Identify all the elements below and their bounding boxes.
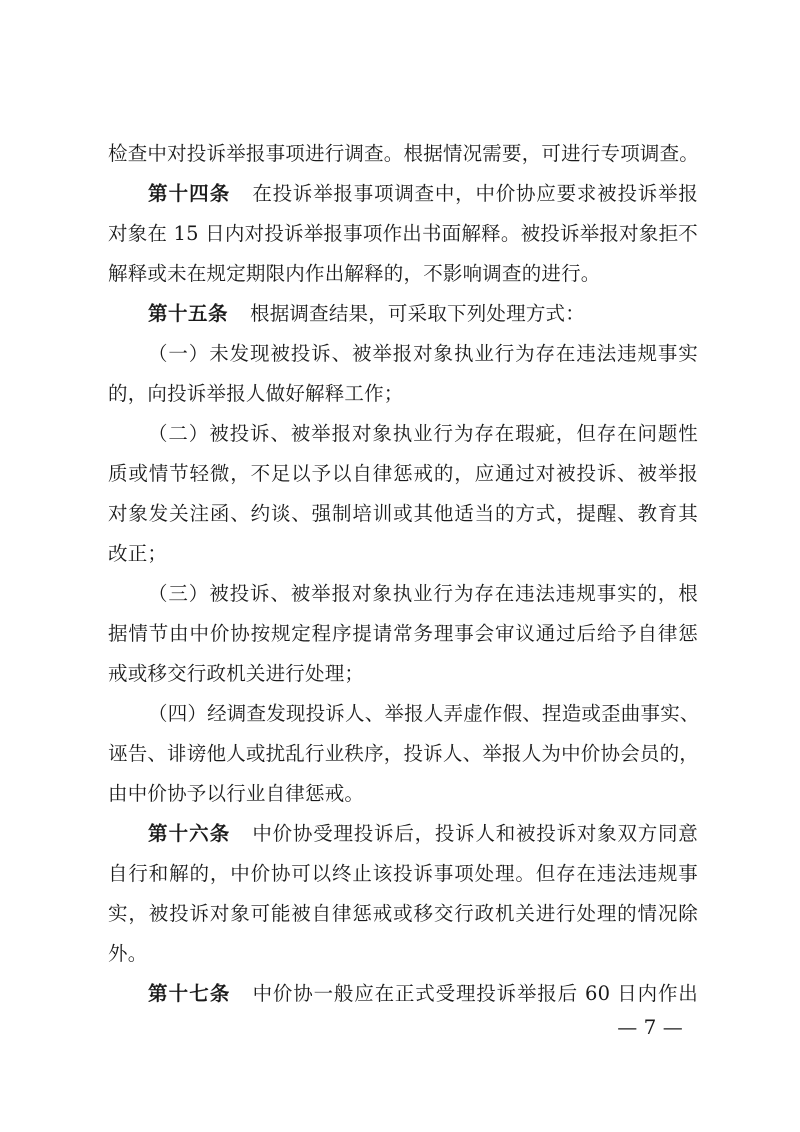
article-line (148, 174, 698, 214)
article-number: 第十五条 (148, 302, 229, 325)
text-line: 改正； (108, 542, 168, 565)
article-text: 在投诉举报事项调查中，中价协应要求被投诉举报 (252, 182, 698, 205)
text-line: 自行和解的，中价协可以终止该投诉事项处理。但存在违法违规事 (108, 862, 698, 885)
article-number: 第十六条 (148, 822, 231, 845)
article-number: 第十七条 (148, 982, 231, 1005)
text-line: 质或情节轻微，不足以予以自律惩戒的，应通过对被投诉、被举报 (108, 462, 698, 485)
article-line (148, 814, 698, 854)
article-line (148, 974, 698, 1014)
text-line: 检查中对投诉举报事项进行调查。根据情况需要，可进行专项调查。 (108, 142, 700, 165)
text-line: 戒或移交行政机关进行处理； (108, 662, 365, 685)
text-line: （二）被投诉、被举报对象执业行为存在瑕疵，但存在问题性 (148, 422, 698, 445)
text-line: （四）经调查发现投诉人、举报人弄虚作假、捏造或歪曲事实、 (148, 702, 700, 725)
article-number: 第十四条 (148, 182, 231, 205)
page-number: — 7 — (617, 1015, 683, 1039)
article-text: 中价协受理投诉后，投诉人和被投诉对象双方同意 (252, 822, 698, 845)
text-line: 由中价协予以行业自律惩戒。 (108, 782, 365, 805)
text-line: 实，被投诉对象可能被自律惩戒或移交行政机关进行处理的情况除 (108, 902, 698, 925)
text-line: （一）未发现被投诉、被举报对象执业行为存在违法违规事实 (148, 342, 698, 365)
text-line: 诬告、诽谤他人或扰乱行业秩序，投诉人、举报人为中价协会员的， (108, 742, 700, 765)
article-text: 中价协一般应在正式受理投诉举报后 60 日内作出 (252, 982, 698, 1005)
text-line: （三）被投诉、被举报对象执业行为存在违法违规事实的，根 (148, 582, 698, 605)
article-text: 根据调查结果，可采取下列处理方式： (250, 302, 585, 325)
article-line (148, 294, 698, 334)
text-line: 外。 (108, 942, 148, 965)
text-line: 解释或未在规定期限内作出解释的，不影响调查的进行。 (108, 262, 601, 285)
text-line: 据情节由中价协按规定程序提请常务理事会审议通过后给予自律惩 (108, 622, 698, 645)
text-line: 对象发关注函、约谈、强制培训或其他适当的方式，提醒、教育其 (108, 502, 698, 525)
text-line: 对象在 15 日内对投诉举报事项作出书面解释。被投诉举报对象拒不 (108, 222, 698, 245)
text-line: 的，向投诉举报人做好解释工作； (108, 382, 404, 405)
